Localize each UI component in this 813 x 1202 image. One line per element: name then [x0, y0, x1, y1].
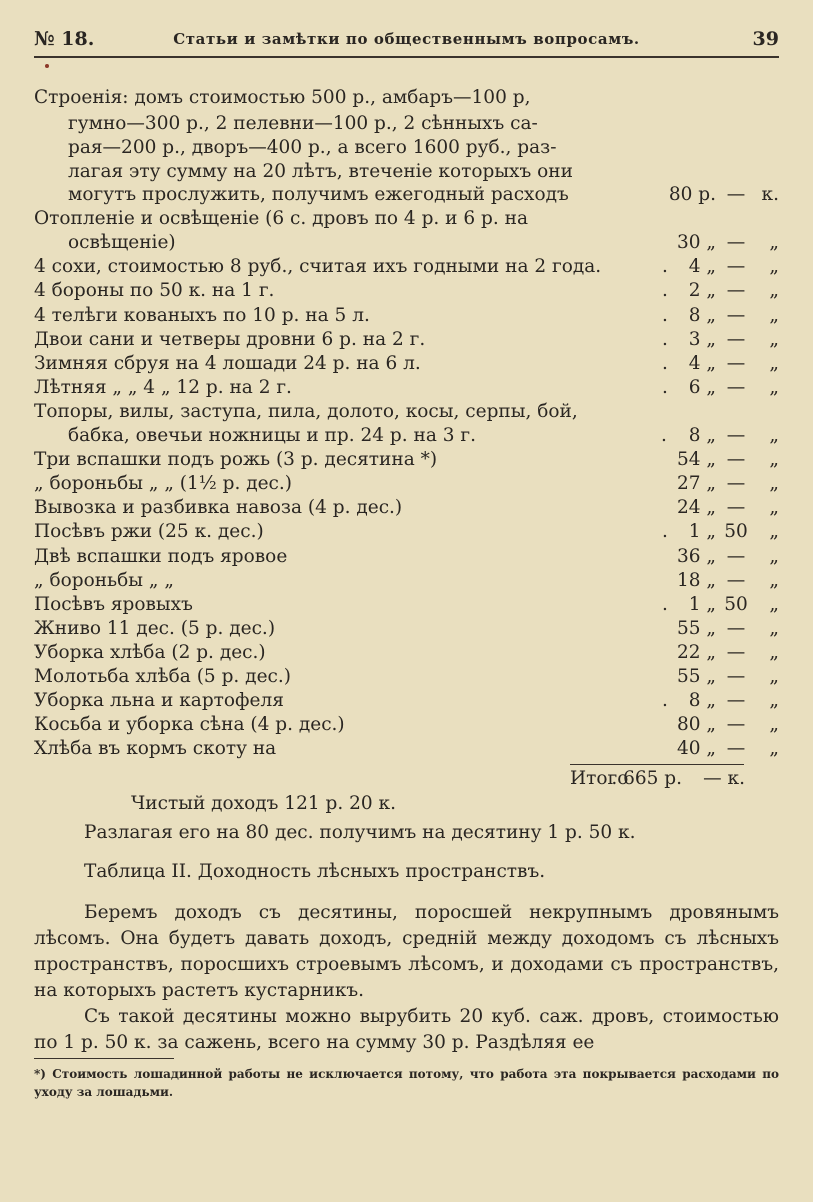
amount-rubles: 1 „ [688, 593, 716, 615]
expense-label: 4 телѣги кованыхъ по 10 р. на 5 л. [34, 304, 370, 326]
amount-kopecks: — [726, 449, 746, 471]
expense-row [34, 376, 779, 400]
expense-label: освѣщеніе) [68, 232, 176, 254]
expense-label: „ бороньбы „ „ [34, 569, 174, 591]
page-header [34, 28, 779, 56]
leader-dots: . [662, 593, 668, 615]
amount-rubles: 80 „ [676, 714, 716, 736]
amount-unit: „ [769, 569, 779, 591]
expense-label: Хлѣба въ кормъ скоту на [34, 738, 277, 760]
expense-row [34, 496, 779, 520]
amount-unit: „ [769, 473, 779, 495]
amount-unit: „ [769, 641, 779, 663]
expense-label: Три вспашки подъ рожь (3 р. десятина *) [34, 449, 438, 471]
amount-rubles: 40 „ [676, 738, 716, 760]
expense-label: Отопленіе и освѣщеніе (6 с. дровъ по 4 р. и 6 р. на [34, 208, 529, 230]
amount-rubles: 8 „ [688, 425, 716, 446]
expense-label: Посѣвъ яровыхъ [34, 593, 193, 615]
amount-unit: „ [769, 521, 779, 543]
expense-row [34, 545, 779, 569]
total-label: Итого [570, 768, 629, 789]
expense-row [34, 737, 779, 761]
expense-label: Уборка хлѣба (2 р. дес.) [34, 641, 266, 663]
amount-rubles: 4 „ [688, 256, 716, 278]
amount-kopecks: — [726, 617, 746, 639]
amount-unit: „ [769, 449, 779, 471]
expense-label: Топоры, вилы, заступа, пила, долото, косы, серпы, бой, [34, 400, 578, 422]
issue-number: № 18. [34, 28, 95, 50]
print-mark [45, 64, 49, 68]
expense-row [34, 617, 779, 641]
expense-row [34, 304, 779, 328]
amount-kopecks: — [726, 304, 746, 326]
expense-row [34, 279, 779, 303]
amount-rubles: 30 „ [676, 232, 716, 254]
expense-label: Посѣвъ ржи (25 к. дес.) [34, 521, 264, 543]
amount-rubles: 3 „ [688, 328, 716, 350]
paragraph-2: Съ такой десятины можно вырубить 20 куб. саж. дровъ, стоимостью по 1 р. 50 к. за сажень, всего на сумму 30 р. Раздѣляя ее [34, 1006, 779, 1053]
amount-rubles: 54 „ [676, 449, 716, 471]
amount-unit: „ [769, 593, 779, 615]
amount-rubles: 24 „ [676, 497, 716, 519]
running-title: Статьи и замѣтки по общественнымъ вопросамъ. [173, 30, 640, 48]
leader-dots: . [662, 352, 668, 374]
amount-kopecks: — [726, 738, 746, 760]
footnote: *) Стоимость лошадинной работы не исключается потому, что работа эта покрывается расходами по уходу за лошадьми. [34, 1067, 779, 1099]
amount-kopecks: — [726, 473, 746, 495]
total-row [570, 768, 745, 792]
expense-label: 4 сохи, стоимостью 8 руб., считая ихъ годными на 2 года. [34, 256, 602, 278]
page-number: 39 [752, 28, 779, 50]
expense-label: 4 бороны по 50 к. на 1 г. [34, 280, 275, 302]
amount-rubles: 36 „ [676, 545, 716, 567]
amount-rubles: 1 „ [688, 521, 716, 543]
expense-row [34, 352, 779, 376]
amount-unit: „ [769, 304, 779, 326]
amount-kopecks: — [726, 690, 746, 712]
amount-kopecks: 50 [724, 593, 748, 615]
paragraph-1: Беремъ доходъ съ десятины, поросшей некрупнымъ дровянымъ лѣсомъ. Она будетъ давать доходъ, средній между доходомъ съ лѣсныхъ пространствъ, поросшихъ строевымъ лѣсомъ, и доходами съ пространствъ, на которыхъ растетъ кустарникъ. [34, 902, 779, 1001]
intro-line: лагая эту сумму на 20 лѣтъ, втеченіе которыхъ они [68, 161, 573, 182]
amount-unit: „ [769, 425, 779, 446]
amount-kopecks: — [726, 352, 746, 374]
amount-rubles: 8 „ [688, 690, 716, 712]
amount-kopecks: — [726, 184, 746, 205]
expense-row [34, 593, 779, 617]
expense-row [34, 183, 779, 207]
amount-kopecks: 50 [724, 521, 748, 543]
net-income: Чистый доходъ 121 р. 20 к. [131, 793, 396, 814]
intro-line: гумно—300 р., 2 пелевни—100 р., 2 сѣнныхъ са- [68, 113, 538, 134]
amount-unit: „ [769, 328, 779, 350]
amount-kopecks: — [726, 641, 746, 663]
amount-rubles: 4 „ [688, 352, 716, 374]
amount-unit: „ [769, 617, 779, 639]
amount-rubles: 55 „ [676, 666, 716, 687]
amount-kopecks: — [726, 545, 746, 567]
leader-dots: . [661, 425, 667, 446]
total-rule [570, 764, 744, 765]
amount-unit: „ [769, 256, 779, 278]
expense-row [34, 569, 779, 593]
amount-kopecks: — [726, 425, 746, 446]
expense-row [34, 472, 779, 496]
amount-kopecks: — [726, 280, 746, 302]
expense-label: Вывозка и разбивка навоза (4 р. дес.) [34, 497, 403, 519]
expense-row [34, 665, 779, 689]
expense-label: Лѣтняя „ „ 4 „ 12 р. на 2 г. [34, 376, 292, 398]
expense-label: Уборка льна и картофеля [34, 690, 284, 712]
expense-row [34, 689, 779, 713]
amount-unit: „ [769, 666, 779, 687]
expense-row [34, 255, 779, 279]
amount-unit: „ [769, 352, 779, 374]
leader-dots: . [662, 376, 668, 398]
amount-kopecks: — [726, 376, 746, 398]
expense-label: Двѣ вспашки подъ яровое [34, 545, 288, 567]
expense-row [34, 448, 779, 472]
expense-row [34, 328, 779, 352]
table2-title: Таблица II. Доходность лѣсныхъ пространствъ. [84, 861, 546, 882]
leader-dots: . [662, 304, 668, 326]
expense-label: Двои сани и четверы дровни 6 р. на 2 г. [34, 328, 426, 350]
expense-row [34, 231, 779, 255]
leader-dots: . [662, 280, 668, 302]
leader-dots: . [662, 328, 668, 350]
amount-rubles: 6 „ [688, 376, 716, 398]
expense-row [34, 400, 779, 424]
expense-label: Зимняя сбруя на 4 лошади 24 р. на 6 л. [34, 352, 421, 374]
expense-label: Жниво 11 дес. (5 р. дес.) [34, 617, 276, 639]
amount-kopecks: — [726, 328, 746, 350]
amount-rubles: 22 „ [676, 641, 716, 663]
amount-kopecks: — [726, 497, 746, 519]
leader-dots: . [662, 690, 668, 712]
amount-kopecks: — [726, 569, 746, 591]
amount-rubles: 80 р. [668, 184, 716, 205]
amount-unit: „ [769, 497, 779, 519]
header-rule [34, 56, 779, 58]
leader-dots: . [662, 521, 668, 543]
amount-unit: „ [769, 738, 779, 760]
expense-row [34, 424, 779, 448]
amount-unit: „ [769, 545, 779, 567]
total-value: . 665 р. [611, 768, 682, 789]
amount-kopecks: — [726, 666, 746, 687]
expense-row [34, 520, 779, 544]
amount-rubles: 55 „ [676, 617, 716, 639]
amount-unit: „ [769, 376, 779, 398]
per-desyatina: Разлагая его на 80 дес. получимъ на десятину 1 р. 50 к. [84, 822, 636, 843]
amount-rubles: 18 „ [676, 569, 716, 591]
amount-kopecks: — [726, 256, 746, 278]
amount-rubles: 2 „ [688, 280, 716, 302]
amount-unit: к. [761, 184, 779, 205]
amount-unit: „ [769, 232, 779, 254]
footnote-rule [34, 1058, 174, 1059]
amount-unit: „ [769, 690, 779, 712]
expense-row [34, 207, 779, 231]
amount-rubles: 8 „ [688, 304, 716, 326]
intro-line: рая—200 р., дворъ—400 р., а всего 1600 руб., раз- [68, 137, 557, 158]
amount-unit: „ [769, 714, 779, 736]
amount-kopecks: — [726, 232, 746, 254]
expense-row [34, 713, 779, 737]
expense-label: Молотьба хлѣба (5 р. дес.) [34, 666, 291, 687]
expense-label: Косьба и уборка сѣна (4 р. дес.) [34, 714, 345, 736]
expense-label: бабка, овечьи ножницы и пр. 24 р. на 3 г. [68, 425, 476, 446]
expense-row [34, 641, 779, 665]
amount-unit: „ [769, 280, 779, 302]
total-kopecks: — к. [703, 768, 745, 789]
amount-kopecks: — [726, 714, 746, 736]
expense-label: могутъ прослужить, получимъ ежегодный расходъ [68, 184, 569, 205]
expense-label: „ бороньбы „ „ (1½ р. дес.) [34, 473, 292, 495]
amount-rubles: 27 „ [676, 473, 716, 495]
intro-line: Строенія: домъ стоимостью 500 р., амбаръ—100 р, [34, 87, 531, 108]
leader-dots: . [662, 256, 668, 278]
